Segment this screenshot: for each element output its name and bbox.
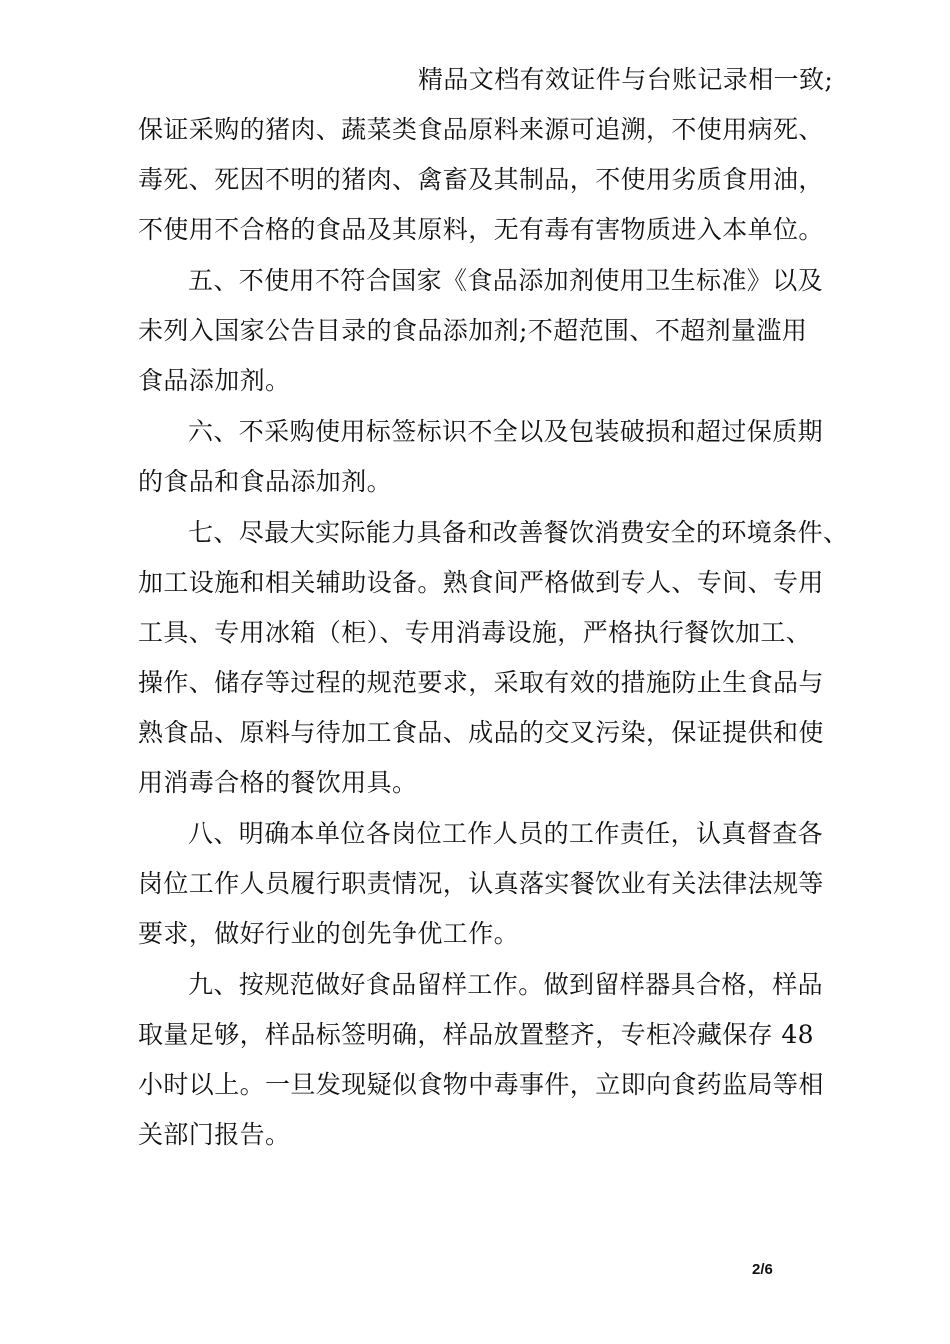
text-line: 关部门报告。 <box>138 1120 291 1149</box>
text-line: 未列入国家公告目录的食品添加剂;不超范围、不超剂量滥用 <box>138 316 808 345</box>
text-line: 取量足够，样品标签明确，样品放置整齐，专柜冷藏保存 48 <box>138 1020 814 1049</box>
text-line: 的食品和食品添加剂。 <box>138 467 393 496</box>
text-line-header: 精品文档有效证件与台账记录相一致; <box>418 65 834 94</box>
text-line: 食品添加剂。 <box>138 366 291 395</box>
text-line: 操作、储存等过程的规范要求，采取有效的措施防止生食品与 <box>138 668 824 697</box>
text-line: 工具、专用冰箱（柜）、专用消毒设施，严格执行餐饮加工、 <box>138 618 812 647</box>
paragraph-start-6: 六、不采购使用标签标识不全以及包装破损和超过保质期 <box>188 417 824 446</box>
text-line: 小时以上。一旦发现疑似食物中毒事件，立即向食药监局等相 <box>138 1070 824 1099</box>
text-line: 加工设施和相关辅助设备。熟食间严格做到专人、专间、专用 <box>138 568 824 597</box>
paragraph-start-7: 七、尽最大实际能力具备和改善餐饮消费安全的环境条件、 <box>188 518 849 547</box>
text-line: 要求，做好行业的创先争优工作。 <box>138 919 520 948</box>
text-line: 用消毒合格的餐饮用具。 <box>138 768 418 797</box>
paragraph-start-8: 八、明确本单位各岗位工作人员的工作责任，认真督查各 <box>188 819 824 848</box>
page-number: 2/6 <box>752 1261 773 1278</box>
paragraph-start-5: 五、不使用不符合国家《食品添加剂使用卫生标准》以及 <box>188 266 824 295</box>
text-line: 熟食品、原料与待加工食品、成品的交叉污染，保证提供和使 <box>138 718 824 747</box>
text-line: 岗位工作人员履行职责情况，认真落实餐饮业有关法律法规等 <box>138 869 824 898</box>
text-line: 不使用不合格的食品及其原料，无有毒有害物质进入本单位。 <box>138 215 824 244</box>
paragraph-start-9: 九、按规范做好食品留样工作。做到留样器具合格，样品 <box>188 970 824 999</box>
text-line: 保证采购的猪肉、蔬菜类食品原料来源可追溯，不使用病死、 <box>138 115 824 144</box>
text-line: 毒死、死因不明的猪肉、禽畜及其制品，不使用劣质食用油， <box>138 165 824 194</box>
